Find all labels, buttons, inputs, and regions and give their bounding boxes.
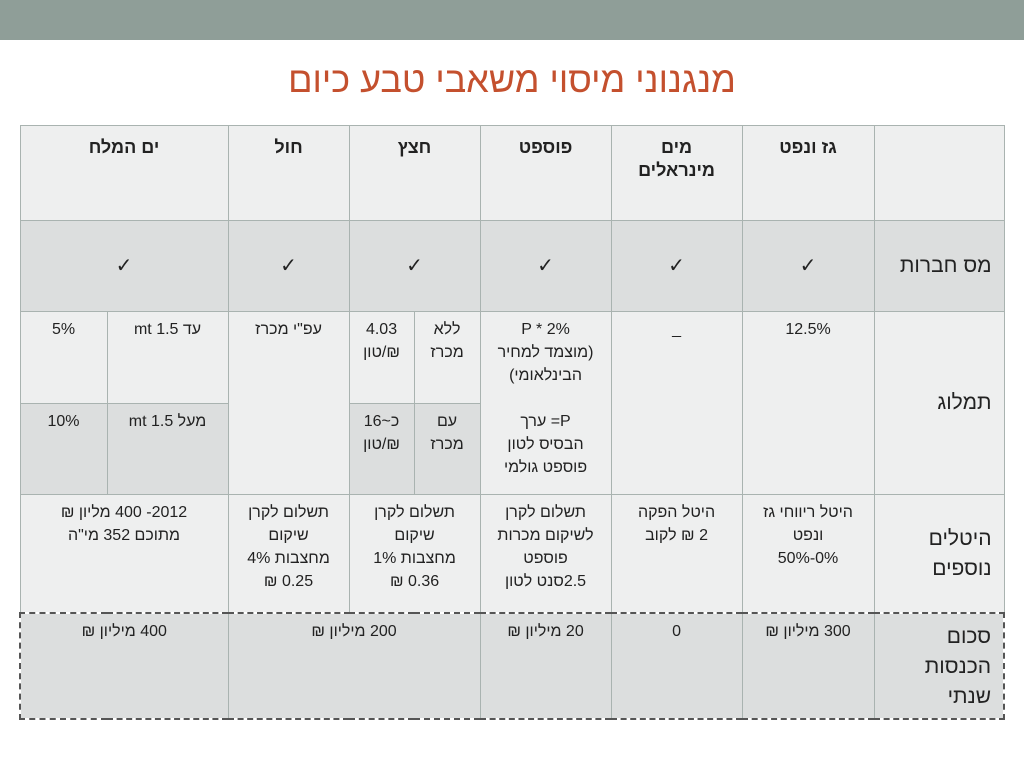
check-icon: ✓	[480, 221, 611, 312]
revenue-gravel-sand: 200 מיליון ₪	[228, 613, 480, 719]
revenue-phosphate: 20 מיליון ₪	[480, 613, 611, 719]
levy-gravel: תשלום לקרן שיקום מחצבות 1% 0.36 ₪	[349, 495, 480, 614]
revenue-mineral-water: 0	[611, 613, 742, 719]
check-icon: ✓	[742, 221, 874, 312]
royalty-dead-sea-above-rate: 10%	[20, 404, 107, 495]
annual-revenue-row	[20, 613, 1004, 719]
levy-mineral-water: היטל הפקה 2 ₪ לקוב	[611, 495, 742, 614]
revenue-dead-sea: 400 מיליון ₪	[20, 613, 228, 719]
header-dead-sea: ים המלח	[20, 126, 228, 221]
header-phosphate: פוספט	[480, 126, 611, 221]
royalty-dead-sea-up-to: עד 1.5 mt	[107, 312, 228, 404]
royalty-sand: עפ"י מכרז	[228, 312, 349, 495]
header-row	[20, 126, 1004, 221]
header-gas-oil: גז ונפט	[742, 126, 874, 221]
levy-phosphate: תשלום לקרן לשיקום מכרות פוספט 2.5סנט לטון	[480, 495, 611, 614]
royalty-mineral-water: _	[611, 312, 742, 495]
levy-dead-sea: 2012- 400 מליון ₪ מתוכם 352 מי"ה	[20, 495, 228, 614]
check-icon: ✓	[611, 221, 742, 312]
check-icon: ✓	[20, 221, 228, 312]
levy-sand: תשלום לקרן שיקום מחצבות 4% 0.25 ₪	[228, 495, 349, 614]
corner-cell	[874, 126, 1004, 221]
row-label-additional-levies: היטלים נוספים	[874, 495, 1004, 614]
header-sand: חול	[228, 126, 349, 221]
royalty-gravel-no-tender-label: ללא מכרז	[414, 312, 480, 404]
royalty-dead-sea-up-to-rate: 5%	[20, 312, 107, 404]
top-banner	[0, 0, 1024, 40]
levy-gas-oil: היטל ריווחי גז ונפט 0%-50%	[742, 495, 874, 614]
resource-tax-table	[19, 125, 1005, 720]
corporate-tax-row	[20, 221, 1004, 312]
royalty-gas-oil: 12.5%	[742, 312, 874, 495]
row-label-annual-revenue: סכום הכנסות שנתי	[874, 613, 1004, 719]
check-icon: ✓	[228, 221, 349, 312]
additional-levies-row	[20, 495, 1004, 614]
royalty-phosphate: P * 2% (מוצמד למחיר הבינלאומי) P= ערך הבסיס לטון פוספט גולמי	[480, 312, 611, 495]
royalty-gravel-no-tender-value: 4.03 ₪/טון	[349, 312, 414, 404]
check-icon: ✓	[349, 221, 480, 312]
header-mineral-water: מים מינראלים	[611, 126, 742, 221]
royalty-row-upper	[20, 312, 1004, 404]
revenue-gas-oil: 300 מיליון ₪	[742, 613, 874, 719]
header-gravel: חצץ	[349, 126, 480, 221]
royalty-dead-sea-above: מעל 1.5 mt	[107, 404, 228, 495]
row-label-corporate-tax: מס חברות	[874, 221, 1004, 312]
row-label-royalty: תמלוג	[874, 312, 1004, 495]
slide-title: מנגנוני מיסוי משאבי טבע כיום	[288, 59, 736, 100]
royalty-gravel-tender-value: כ~16 ₪/טון	[349, 404, 414, 495]
royalty-gravel-tender-label: עם מכרז	[414, 404, 480, 495]
